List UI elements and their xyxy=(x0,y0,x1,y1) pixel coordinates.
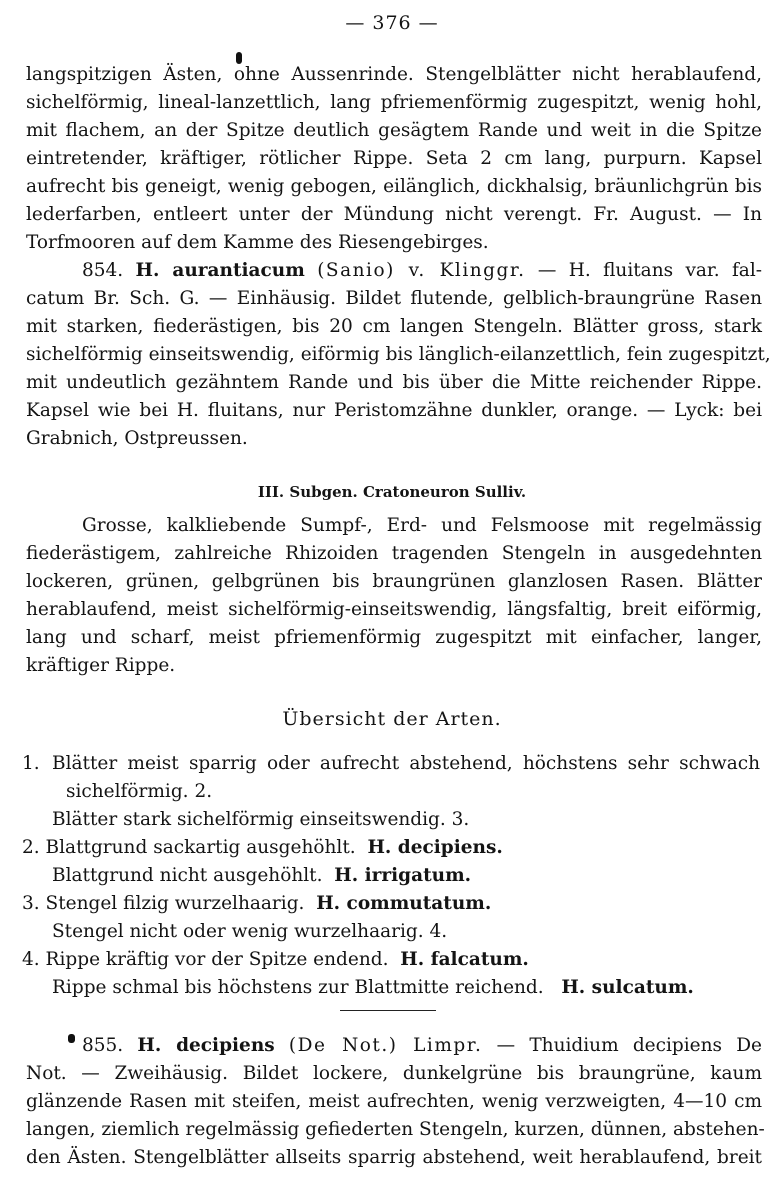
key-item xyxy=(22,890,491,918)
text-line: Torfmooren auf dem Kamme des Riesengebirges. xyxy=(26,232,489,253)
key-item xyxy=(52,918,447,946)
text-line: eintretender, kräftiger, rötlicher Rippe. Seta 2 cm lang, purpurn. Kapsel xyxy=(26,148,762,169)
text-line: mit starken, fiederästigen, bis 20 cm langen Stengeln. Blätter gross, stark xyxy=(26,316,762,337)
key-species: H. commutatum. xyxy=(316,893,492,914)
text-line: langspitzigen Ästen, ohne Aussenrinde. Stengelblätter nicht herablaufend, xyxy=(26,64,762,85)
text-line: herablaufend, meist sichelförmig-einseitswendig, längsfaltig, breit eiförmig, xyxy=(26,599,762,620)
species-author: (Sanio) v. Klinggr. xyxy=(317,260,526,281)
key-item xyxy=(66,778,212,806)
key-text: Rippe kräftig vor der Spitze endend. xyxy=(45,949,389,970)
key-text: Blätter meist sparrig oder aufrecht abstehend, höchstens sehr schwach xyxy=(52,753,760,774)
text-line: aufrecht bis geneigt, wenig gebogen, eilänglich, dickhalsig, bräunlichgrün bis xyxy=(26,176,762,197)
entry-number: 854. xyxy=(82,260,124,281)
entry-synonym: — Thuidium decipiens De xyxy=(496,1035,762,1056)
key-text: Stengel nicht oder wenig wurzelhaarig. 4. xyxy=(52,921,448,942)
key-species: H. decipiens. xyxy=(367,837,503,858)
text-line: Grosse, kalkliebende Sumpf-, Erd- und Felsmoose mit regelmässig xyxy=(82,515,762,536)
key-text: Stengel filzig wurzelhaarig. xyxy=(45,893,305,914)
key-item xyxy=(22,946,529,974)
key-number: 3. xyxy=(22,893,40,914)
key-species: H. sulcatum. xyxy=(561,977,694,998)
text-line: den Ästen. Stengelblätter allseits sparrig abstehend, weit herablaufend, breit xyxy=(26,1147,762,1168)
key-text: Blätter stark sichelförmig einseitswendig. 3. xyxy=(52,809,470,830)
text-line: Kapsel wie bei H. fluitans, nur Peristomzähne dunkler, orange. — Lyck: bei xyxy=(26,400,762,421)
text-line: sichelförmig, lineal-lanzettlich, lang pfriemenförmig zugespitzt, wenig hohl, xyxy=(26,92,762,113)
entry-number: 855. xyxy=(82,1035,124,1056)
text-line: Not. — Zweihäusig. Bildet lockere, dunkelgrüne bis braungrüne, kaum xyxy=(26,1063,762,1084)
text-line: glänzende Rasen mit steifen, meist aufrechten, wenig verzweigten, 4—10 cm xyxy=(26,1091,762,1112)
text-line: catum Br. Sch. G. — Einhäusig. Bildet flutende, gelblich-braungrüne Rasen xyxy=(26,288,762,309)
key-text: sichelförmig. 2. xyxy=(66,781,213,802)
section-divider xyxy=(340,1010,436,1011)
text-line: mit flachem, an der Spitze deutlich gesägtem Rande und weit in die Spitze xyxy=(26,120,762,141)
text-line: lang und scharf, meist pfriemenförmig zugespitzt mit einfacher, langer, xyxy=(26,627,762,648)
key-item xyxy=(22,750,762,778)
text-line: sichelförmig einseitswendig, eiförmig bis länglich-eilanzettlich, fein zugespitzt, xyxy=(26,344,771,365)
ink-speck xyxy=(68,1034,75,1043)
entry-synonym: — H. fluitans var. fal- xyxy=(537,260,762,281)
key-item xyxy=(52,862,471,890)
text-line: Grabnich, Ostpreussen. xyxy=(26,428,248,449)
key-item xyxy=(52,974,694,1002)
species-name: H. decipiens xyxy=(137,1035,275,1056)
entry-heading-line xyxy=(82,1032,762,1060)
key-number: 2. xyxy=(22,837,40,858)
key-number: 4. xyxy=(22,949,40,970)
entry-heading-line xyxy=(82,257,762,285)
key-species: H. irrigatum. xyxy=(334,865,472,886)
key-number: 1. xyxy=(22,753,40,774)
text-line: fiederästigem, zahlreiche Rhizoiden tragenden Stengeln in ausgedehnten xyxy=(26,543,762,564)
text-line: mit undeutlich gezähntem Rande und bis über die Mitte reichender Rippe. xyxy=(26,372,762,393)
text-line: lederfarben, entleert unter der Mündung nicht verengt. Fr. August. — In xyxy=(26,204,762,225)
key-text: Blattgrund sackartig ausgehöhlt. xyxy=(45,837,356,858)
key-item xyxy=(52,806,469,834)
subgenus-heading: III. Subgen. Cratoneuron Sulliv. xyxy=(257,483,527,501)
text-line: lockeren, grünen, gelbgrünen bis braungrünen glanzlosen Rasen. Blätter xyxy=(26,571,762,592)
overview-heading: Übersicht der Arten. xyxy=(282,708,502,730)
species-author: (De Not.) Limpr. xyxy=(288,1035,483,1056)
species-name: H. aurantiacum xyxy=(135,260,305,281)
page-number: — 376 — xyxy=(345,12,439,34)
key-text: Rippe schmal bis höchstens zur Blattmitte reichend. xyxy=(52,977,544,998)
ink-speck xyxy=(236,52,242,64)
text-line: langen, ziemlich regelmässig gefiederten Stengeln, kurzen, dünnen, abstehen- xyxy=(26,1119,765,1140)
key-text: Blattgrund nicht ausgehöhlt. xyxy=(52,865,323,886)
key-species: H. falcatum. xyxy=(400,949,529,970)
text-line: kräftiger Rippe. xyxy=(26,655,176,676)
key-item xyxy=(22,834,503,862)
